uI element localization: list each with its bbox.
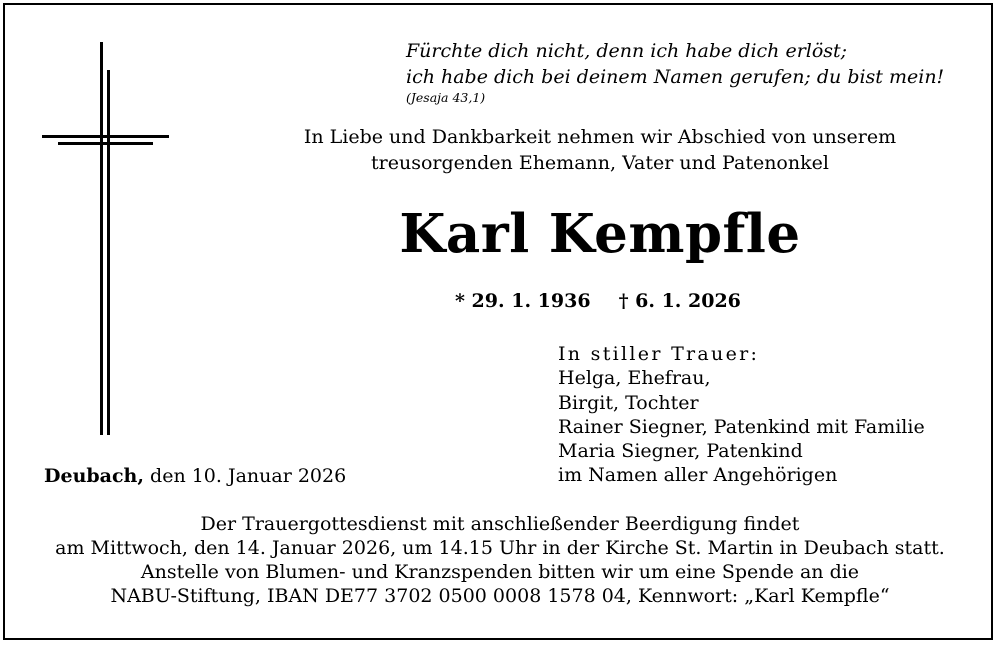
place-name: Deubach, bbox=[44, 465, 144, 487]
intro-text bbox=[200, 124, 1000, 176]
life-dates bbox=[455, 288, 741, 314]
place-and-date bbox=[44, 463, 346, 489]
mourner-entry: Birgit, Tochter bbox=[558, 391, 699, 414]
mourner-entry: Maria Siegner, Patenkind bbox=[558, 440, 803, 463]
mourner-entry: Rainer Siegner, Patenkind mit Familie bbox=[558, 415, 925, 438]
notice-line-2: am Mittwoch, den 14. Januar 2026, um 14.15 Uhr in der Kirche St. Martin in Deubach statt. bbox=[55, 537, 945, 559]
cross-icon bbox=[40, 40, 174, 440]
birth-date: * 29. 1. 1936 bbox=[455, 290, 591, 312]
letter-date: den 10. Januar 2026 bbox=[150, 465, 347, 487]
verse-line-2: ich habe dich bei deinem Namen gerufen; du bist mein! bbox=[406, 66, 945, 88]
mourner-entry: im Namen aller Angehörigen bbox=[558, 464, 838, 487]
notice-line-3: Anstelle von Blumen- und Kranzspenden bitten wir um eine Spende an die bbox=[140, 561, 860, 583]
notice-line-4: NABU-Stiftung, IBAN DE77 3702 0500 0008 1578 04, Kennwort: „Karl Kempfle“ bbox=[110, 585, 890, 607]
intro-line-1: In Liebe und Dankbarkeit nehmen wir Abschied von unserem bbox=[303, 126, 897, 148]
mourners-heading: In stiller Trauer: bbox=[558, 343, 760, 365]
notice-line-1: Der Trauergottesdienst mit anschließender Beerdigung findet bbox=[200, 513, 800, 535]
verse-reference: (Jesaja 43,1) bbox=[406, 90, 486, 105]
deceased-name: Karl Kempfle bbox=[399, 203, 801, 265]
intro-line-2: treusorgenden Ehemann, Vater und Patenonkel bbox=[371, 152, 829, 174]
verse-line-1: Fürchte dich nicht, denn ich habe dich erlöst; bbox=[406, 40, 848, 62]
mourner-entry: Helga, Ehefrau, bbox=[558, 367, 711, 390]
mourners-list bbox=[558, 342, 925, 488]
funeral-notice bbox=[0, 512, 1000, 608]
bible-verse bbox=[406, 38, 944, 106]
death-date: † 6. 1. 2026 bbox=[618, 290, 741, 312]
